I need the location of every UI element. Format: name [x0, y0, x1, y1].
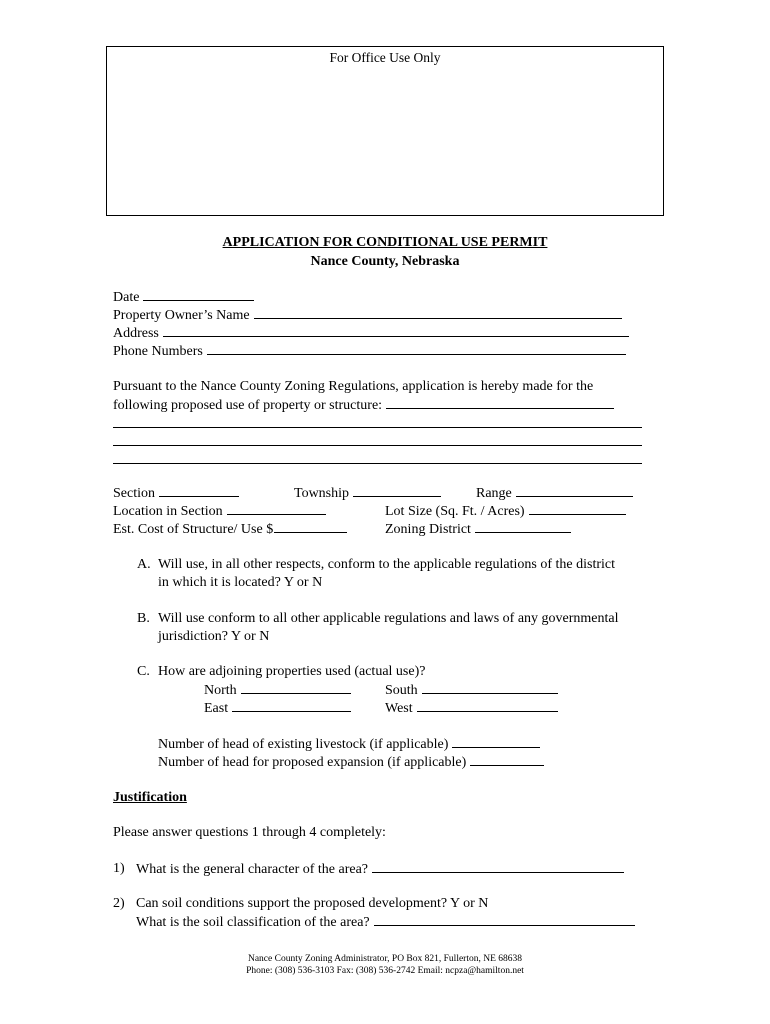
south-row	[385, 681, 558, 699]
north-row	[204, 681, 351, 699]
section-label: Section	[113, 486, 155, 501]
cost-label: Est. Cost of Structure/ Use $	[113, 522, 274, 537]
livestock-existing-row	[158, 735, 540, 753]
zoning-label: Zoning District	[385, 522, 471, 537]
question-1-field[interactable]	[372, 860, 624, 873]
east-field[interactable]	[232, 699, 351, 712]
justification-heading: Justification	[113, 790, 187, 805]
section-row	[113, 484, 239, 502]
range-row	[476, 484, 633, 502]
question-b-line-2: jurisdiction? Y or N	[158, 629, 270, 644]
footer-contact: Phone: (308) 536-3103 Fax: (308) 536-2742 Email: ncpza@hamilton.net	[246, 966, 524, 976]
question-b-marker: B.	[137, 611, 150, 626]
justification-intro: Please answer questions 1 through 4 completely:	[113, 825, 386, 840]
office-use-box	[106, 46, 664, 216]
question-c-marker: C.	[137, 664, 150, 679]
location-label: Location in Section	[113, 504, 223, 519]
owner-name-field[interactable]	[254, 306, 622, 319]
question-1-label: What is the general character of the area?	[136, 862, 369, 877]
proposed-use-line-2[interactable]	[113, 427, 642, 428]
question-a-line-2: in which it is located? Y or N	[158, 575, 323, 590]
proposed-use-line-4[interactable]	[113, 463, 642, 464]
pursuant-line-1: Pursuant to the Nance County Zoning Regulations, application is hereby made for the	[113, 379, 594, 394]
address-label: Address	[113, 326, 159, 341]
west-label: West	[385, 701, 413, 716]
question-2-marker: 2)	[113, 896, 125, 911]
question-1-marker: 1)	[113, 861, 125, 876]
form-subtitle: Nance County, Nebraska	[310, 254, 460, 269]
office-use-label: For Office Use Only	[329, 50, 441, 65]
section-field[interactable]	[159, 484, 239, 497]
date-row	[113, 288, 254, 306]
question-2-line-1: Can soil conditions support the proposed development? Y or N	[136, 896, 489, 911]
address-row	[113, 324, 629, 342]
east-label: East	[204, 701, 229, 716]
pursuant-line-2: following proposed use of property or structure:	[113, 398, 383, 413]
footer-address: Nance County Zoning Administrator, PO Box 821, Fullerton, NE 68638	[247, 954, 523, 964]
lot-size-row	[385, 502, 626, 520]
question-b-line-1: Will use conform to all other applicable regulations and laws of any governmental	[158, 611, 619, 626]
livestock-proposed-row	[158, 753, 544, 771]
cost-row	[113, 520, 347, 538]
question-2-field[interactable]	[374, 913, 635, 926]
owner-row	[113, 306, 622, 324]
south-label: South	[385, 683, 418, 698]
zoning-field[interactable]	[475, 520, 571, 533]
south-field[interactable]	[422, 681, 558, 694]
township-label: Township	[294, 486, 350, 501]
lot-size-field[interactable]	[529, 502, 626, 515]
west-row	[385, 699, 558, 717]
range-field[interactable]	[516, 484, 633, 497]
pursuant-line-2-row	[113, 396, 614, 414]
township-field[interactable]	[353, 484, 441, 497]
range-label: Range	[476, 486, 512, 501]
east-row	[204, 699, 351, 717]
question-2-row	[136, 913, 635, 931]
lot-size-label: Lot Size (Sq. Ft. / Acres)	[385, 504, 525, 519]
location-row	[113, 502, 326, 520]
livestock-existing-label: Number of head of existing livestock (if applicable)	[158, 737, 449, 752]
north-field[interactable]	[241, 681, 351, 694]
west-field[interactable]	[417, 699, 558, 712]
livestock-proposed-label: Number of head for proposed expansion (if applicable)	[158, 755, 467, 770]
north-label: North	[204, 683, 237, 698]
question-a-line-1: Will use, in all other respects, conform to the applicable regulations of the district	[158, 557, 616, 572]
question-a-marker: A.	[137, 557, 151, 572]
form-title: APPLICATION FOR CONDITIONAL USE PERMIT	[222, 235, 548, 250]
proposed-use-field[interactable]	[386, 396, 614, 409]
phone-row	[113, 342, 626, 360]
township-row	[294, 484, 441, 502]
phone-field[interactable]	[207, 342, 626, 355]
question-2-line-2: What is the soil classification of the area?	[136, 915, 370, 930]
phone-label: Phone Numbers	[113, 344, 203, 359]
question-c-line-1: How are adjoining properties used (actual use)?	[158, 664, 426, 679]
date-label: Date	[113, 290, 140, 305]
cost-field[interactable]	[274, 520, 347, 533]
zoning-row	[385, 520, 571, 538]
livestock-existing-field[interactable]	[452, 735, 540, 748]
proposed-use-line-3[interactable]	[113, 445, 642, 446]
question-1-row	[136, 860, 624, 878]
address-field[interactable]	[163, 324, 629, 337]
owner-label: Property Owner’s Name	[113, 308, 250, 323]
livestock-proposed-field[interactable]	[470, 753, 544, 766]
location-field[interactable]	[227, 502, 326, 515]
date-field[interactable]	[143, 288, 254, 301]
